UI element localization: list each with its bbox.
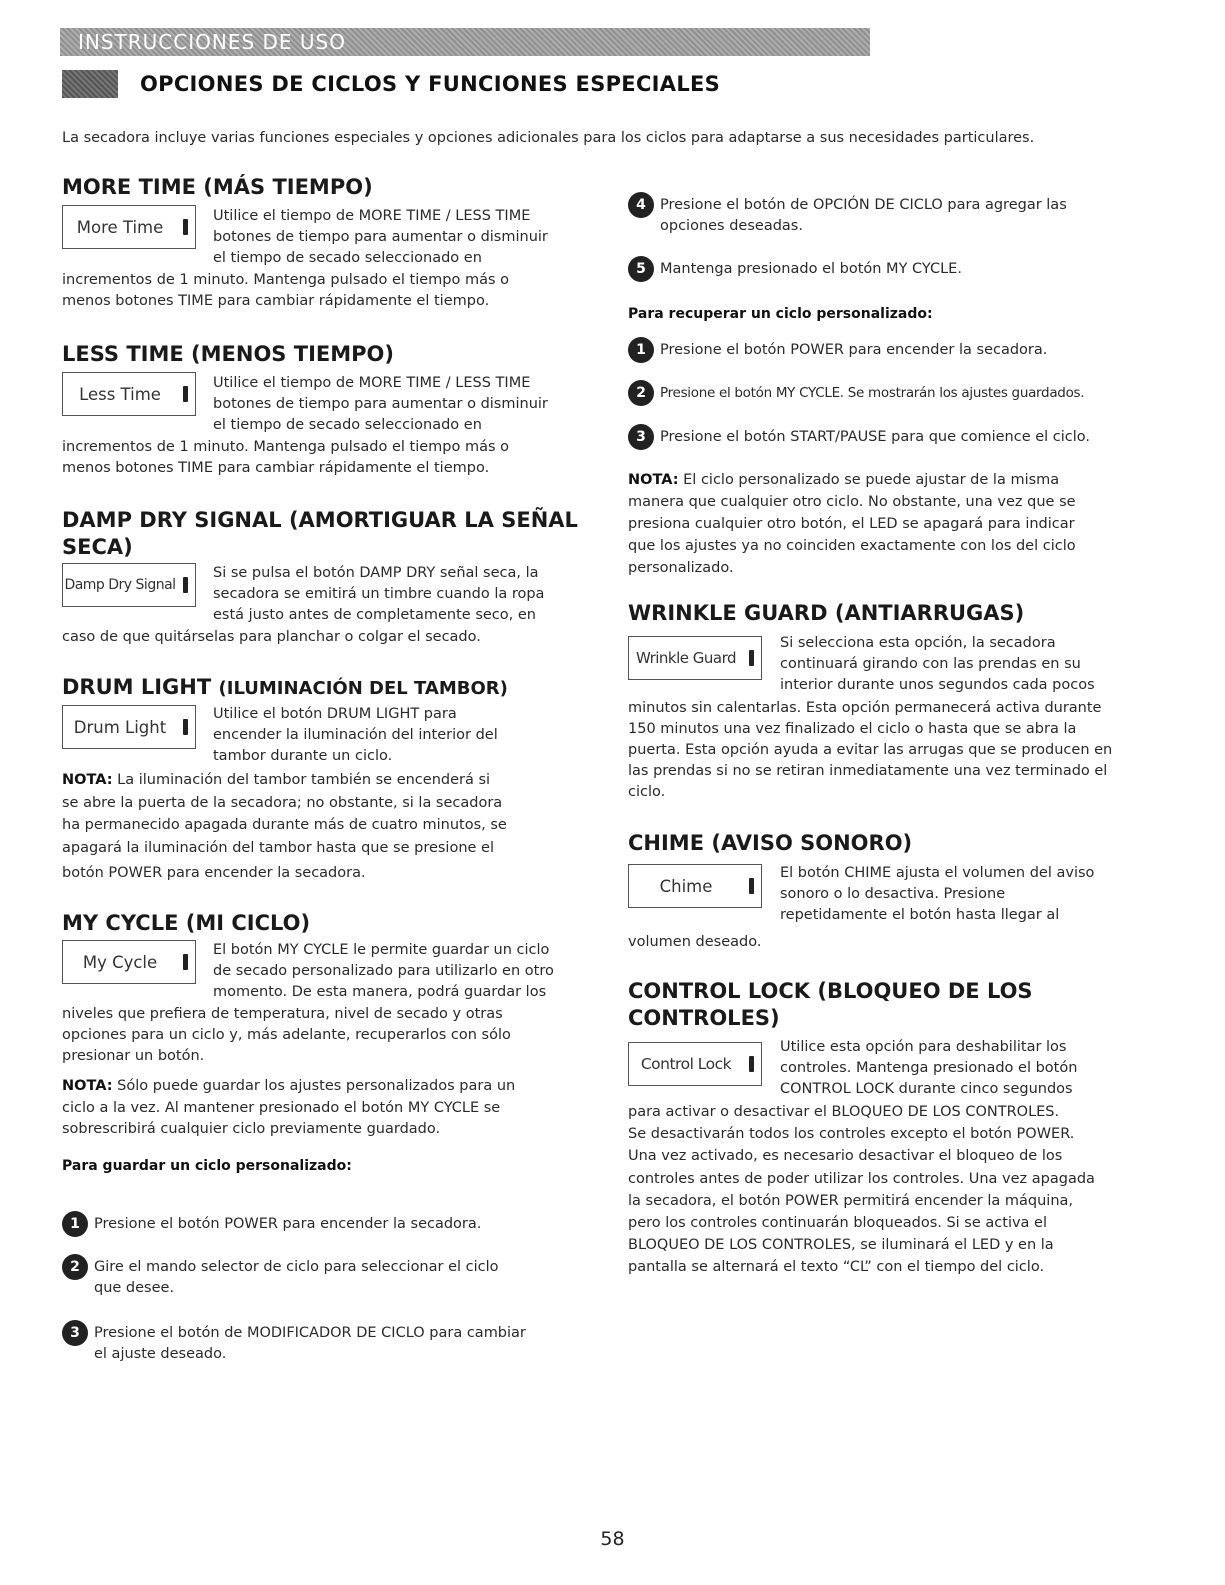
text-line: Una vez activado, es necesario desactivar el bloqueo de los xyxy=(628,1148,1063,1165)
text-line: sonoro o lo desactiva. Presione xyxy=(780,886,1006,902)
text-line: sobrescribirá cualquier ciclo previamente guardado. xyxy=(62,1121,441,1137)
recall-cycle-heading: Para recuperar un ciclo personalizado: xyxy=(628,306,933,322)
text-line: La iluminación del tambor también se encenderá si xyxy=(112,772,491,788)
save-cycle-heading: Para guardar un ciclo personalizado: xyxy=(62,1158,352,1174)
text-line: incrementos de 1 minuto. Mantenga pulsado el tiempo más o xyxy=(62,272,510,288)
my-cycle-desc xyxy=(213,940,554,1003)
chime-desc-cont xyxy=(628,932,761,953)
more-time-desc xyxy=(213,206,548,269)
text-line: encender la iluminación del interior del xyxy=(213,727,498,743)
text-line: ha permanecido apagada durante más de cuatro minutos, se xyxy=(62,817,507,833)
text-line: menos botones TIME para cambiar rápidamente el tiempo. xyxy=(62,460,490,476)
text-line: continuará girando con las prendas en su xyxy=(780,656,1081,672)
text-line: puerta. Esta opción ayuda a evitar las arrugas que se producen en xyxy=(628,742,1113,758)
save-step xyxy=(628,195,1067,237)
heading-chime: CHIME (AVISO SONORO) xyxy=(628,831,913,855)
led-indicator-icon xyxy=(183,954,188,970)
text-line: volumen deseado. xyxy=(628,934,762,950)
text-line: El botón MY CYCLE le permite guardar un ciclo xyxy=(213,942,550,958)
my-cycle-note-2 xyxy=(628,469,1076,579)
text-line: minutos sin calentarlas. Esta opción permanecerá activa durante xyxy=(628,700,1102,716)
text-line: Mantenga presionado el botón MY CYCLE. xyxy=(660,261,962,277)
damp-dry-signal-button xyxy=(62,563,196,607)
text-line: Presione el botón de MODIFICADOR DE CICLO para cambiar xyxy=(94,1325,526,1341)
text-line: ciclo a la vez. Al mantener presionado el botón MY CYCLE se xyxy=(62,1099,501,1116)
wrinkle-guard-desc xyxy=(780,633,1095,696)
text-line: apagará la iluminación del tambor hasta que se presione el xyxy=(62,839,495,856)
less-time-desc xyxy=(213,373,548,436)
heading-line: CONTROLES) xyxy=(628,1006,780,1030)
step-number-icon: 3 xyxy=(628,424,654,450)
text-line: pero los controles continuarán bloqueados. Si se activa el xyxy=(628,1215,1047,1232)
text-line: botón POWER para encender la secadora. xyxy=(62,865,366,881)
drum-light-note xyxy=(62,769,507,885)
heading-wrinkle-guard: WRINKLE GUARD (ANTIARRUGAS) xyxy=(628,601,1025,625)
banner-text: INSTRUCCIONES DE USO xyxy=(78,30,346,54)
text-line: está justo antes de completamente seco, en xyxy=(213,607,536,623)
text-line: Utilice el tiempo de MORE TIME / LESS TIME xyxy=(213,375,531,391)
my-cycle-note xyxy=(62,1076,515,1141)
text-line: 150 minutos una vez finalizado el ciclo o hasta que se abra la xyxy=(628,721,1077,737)
text-line: Sólo puede guardar los ajustes personalizados para un xyxy=(112,1078,516,1094)
text-line: el tiempo de secado seleccionado en xyxy=(213,417,482,433)
drum-light-desc xyxy=(213,704,498,767)
my-cycle-desc-cont xyxy=(62,1004,511,1067)
led-indicator-icon xyxy=(183,386,188,402)
text-line: las prendas si no se retiran inmediatamente una vez terminado el xyxy=(628,763,1108,779)
heading-line: SECA) xyxy=(62,535,133,559)
step-number-icon: 2 xyxy=(62,1254,88,1280)
recall-step xyxy=(628,340,1047,363)
text-line: opciones para un ciclo y, más adelante, recuperarlos con sólo xyxy=(62,1027,511,1043)
step-number-icon: 4 xyxy=(628,192,654,218)
section-banner xyxy=(60,28,870,56)
led-indicator-icon xyxy=(749,878,754,894)
more-time-desc-cont xyxy=(62,270,509,312)
page-title-row xyxy=(62,70,720,98)
damp-dry-desc-cont xyxy=(62,627,481,648)
wrinkle-guard-button xyxy=(628,636,762,680)
my-cycle-button-label: My Cycle xyxy=(82,952,158,972)
text-line: El botón CHIME ajusta el volumen del aviso xyxy=(780,865,1095,881)
save-step xyxy=(628,259,962,282)
chime-button-label: Chime xyxy=(659,876,713,896)
heading-less-time: LESS TIME (MENOS TIEMPO) xyxy=(62,342,394,366)
more-time-button xyxy=(62,205,196,249)
text-line: opciones deseadas. xyxy=(660,218,803,234)
page-number: 58 xyxy=(600,1528,625,1550)
text-line: BLOQUEO DE LOS CONTROLES, se iluminará el LED y en la xyxy=(628,1237,1054,1254)
recall-step xyxy=(628,383,1084,406)
text-line: tambor durante un ciclo. xyxy=(213,748,393,764)
step-number-icon: 1 xyxy=(62,1211,88,1237)
text-line: pantalla se alternará el texto “CL” con el tiempo del ciclo. xyxy=(628,1259,1045,1276)
control-lock-button-label: Control Lock xyxy=(640,1055,732,1073)
save-step xyxy=(62,1214,481,1237)
text-line: Se desactivarán todos los controles excepto el botón POWER. xyxy=(628,1126,1075,1143)
heading-control-lock xyxy=(628,978,1033,1032)
more-time-button-label: More Time xyxy=(76,217,164,237)
led-indicator-icon xyxy=(749,650,754,666)
led-indicator-icon xyxy=(183,219,188,235)
less-time-button-label: Less Time xyxy=(79,384,161,404)
chime-button xyxy=(628,864,762,908)
heading-my-cycle: MY CYCLE (MI CICLO) xyxy=(62,911,311,935)
text-line: niveles que prefiera de temperatura, nivel de secado y otras xyxy=(62,1006,503,1022)
step-number-icon: 1 xyxy=(628,337,654,363)
text-line: para activar o desactivar el BLOQUEO DE LOS CONTROLES. xyxy=(628,1104,1060,1120)
note-label: NOTA: xyxy=(62,1078,113,1094)
text-line: controles antes de poder utilizar los controles. Una vez apagada xyxy=(628,1170,1095,1187)
step-number-icon: 3 xyxy=(62,1320,88,1346)
heading-sub: (ILUMINACIÓN DEL TAMBOR) xyxy=(218,678,508,699)
text-line: Presione el botón de OPCIÓN DE CICLO para agregar las xyxy=(660,197,1067,213)
text-line: interior durante unos segundos cada pocos xyxy=(780,677,1095,693)
text-line: presionar un botón. xyxy=(62,1048,205,1064)
text-line: presiona cualquier otro botón, el LED se apagará para indicar xyxy=(628,516,1075,532)
text-line: Si se pulsa el botón DAMP DRY señal seca, la xyxy=(213,565,539,581)
text-line: Utilice el tiempo de MORE TIME / LESS TIME xyxy=(213,208,531,224)
heading-more-time: MORE TIME (MÁS TIEMPO) xyxy=(62,175,373,199)
heading-line: DAMP DRY SIGNAL (AMORTIGUAR LA SEÑAL xyxy=(62,508,578,532)
less-time-button xyxy=(62,372,196,416)
step-number-icon: 2 xyxy=(628,380,654,406)
intro-text: La secadora incluye varias funciones especiales y opciones adicionales para los ciclos para adaptarse a sus necesidades particulares. xyxy=(62,130,1035,146)
text-line: que desee. xyxy=(94,1280,175,1296)
text-line: El ciclo personalizado se puede ajustar de la misma xyxy=(678,472,1060,488)
drum-light-button xyxy=(62,705,196,749)
text-line: Si selecciona esta opción, la secadora xyxy=(780,635,1056,651)
text-line: botones de tiempo para aumentar o disminuir xyxy=(213,396,548,412)
heading-main: DRUM LIGHT xyxy=(62,675,212,699)
text-line: personalizado. xyxy=(628,560,734,576)
text-line: repetidamente el botón hasta llegar al xyxy=(780,907,1060,923)
text-line: se abre la puerta de la secadora; no obstante, si la secadora xyxy=(62,794,503,811)
page-title: OPCIONES DE CICLOS Y FUNCIONES ESPECIALES xyxy=(140,72,721,96)
damp-dry-signal-button-label: Damp Dry Signal xyxy=(64,577,176,593)
text-line: incrementos de 1 minuto. Mantenga pulsado el tiempo más o xyxy=(62,439,510,455)
text-line: manera que cualquier otro ciclo. No obstante, una vez que se xyxy=(628,494,1076,510)
text-line: la secadora, el botón POWER permitirá encender la máquina, xyxy=(628,1192,1074,1209)
text-line: Presione el botón POWER para encender la secadora. xyxy=(94,1216,482,1232)
save-step xyxy=(62,1257,499,1299)
less-time-desc-cont xyxy=(62,437,509,479)
led-indicator-icon xyxy=(183,577,188,593)
control-lock-desc xyxy=(780,1037,1077,1100)
text-line: controles. Mantenga presionado el botón xyxy=(780,1060,1078,1076)
drum-light-button-label: Drum Light xyxy=(73,717,167,737)
text-line: Presione el botón START/PAUSE para que comience el ciclo. xyxy=(660,429,1091,445)
heading-damp-dry-signal xyxy=(62,507,578,561)
text-line: Utilice esta opción para deshabilitar los xyxy=(780,1039,1067,1055)
text-line: caso de que quitárselas para planchar o colgar el secado. xyxy=(62,629,481,645)
chime-desc xyxy=(780,863,1094,926)
text-line: momento. De esta manera, podrá guardar los xyxy=(213,984,547,1000)
led-indicator-icon xyxy=(749,1056,754,1072)
my-cycle-button xyxy=(62,940,196,984)
text-line: el tiempo de secado seleccionado en xyxy=(213,250,482,266)
step-number-icon: 5 xyxy=(628,256,654,282)
text-line: secadora se emitirá un timbre cuando la ropa xyxy=(213,586,545,602)
text-line: botones de tiempo para aumentar o disminuir xyxy=(213,229,548,245)
heading-drum-light xyxy=(62,674,508,702)
text-line: ciclo. xyxy=(628,784,666,800)
control-lock-desc-cont xyxy=(628,1101,1095,1279)
title-marker xyxy=(62,70,118,98)
text-line: menos botones TIME para cambiar rápidamente el tiempo. xyxy=(62,293,490,309)
damp-dry-desc xyxy=(213,563,544,626)
text-line: Gire el mando selector de ciclo para seleccionar el ciclo xyxy=(94,1259,499,1275)
text-line: CONTROL LOCK durante cinco segundos xyxy=(780,1081,1073,1097)
text-line: que los ajustes ya no coinciden exactamente con los del ciclo xyxy=(628,538,1076,554)
control-lock-button xyxy=(628,1042,762,1086)
text-line: Presione el botón MY CYCLE. Se mostrarán los ajustes guardados. xyxy=(660,385,1085,401)
recall-step xyxy=(628,427,1090,450)
note-label: NOTA: xyxy=(62,772,113,788)
led-indicator-icon xyxy=(183,719,188,735)
text-line: el ajuste deseado. xyxy=(94,1346,227,1362)
wrinkle-guard-desc-cont xyxy=(628,698,1112,803)
text-line: Presione el botón POWER para encender la secadora. xyxy=(660,342,1048,358)
save-step xyxy=(62,1323,526,1365)
heading-line: CONTROL LOCK (BLOQUEO DE LOS xyxy=(628,979,1033,1003)
text-line: Utilice el botón DRUM LIGHT para xyxy=(213,706,457,722)
wrinkle-guard-button-label: Wrinkle Guard xyxy=(635,649,737,667)
note-label: NOTA: xyxy=(628,472,679,488)
text-line: de secado personalizado para utilizarlo en otro xyxy=(213,963,554,979)
